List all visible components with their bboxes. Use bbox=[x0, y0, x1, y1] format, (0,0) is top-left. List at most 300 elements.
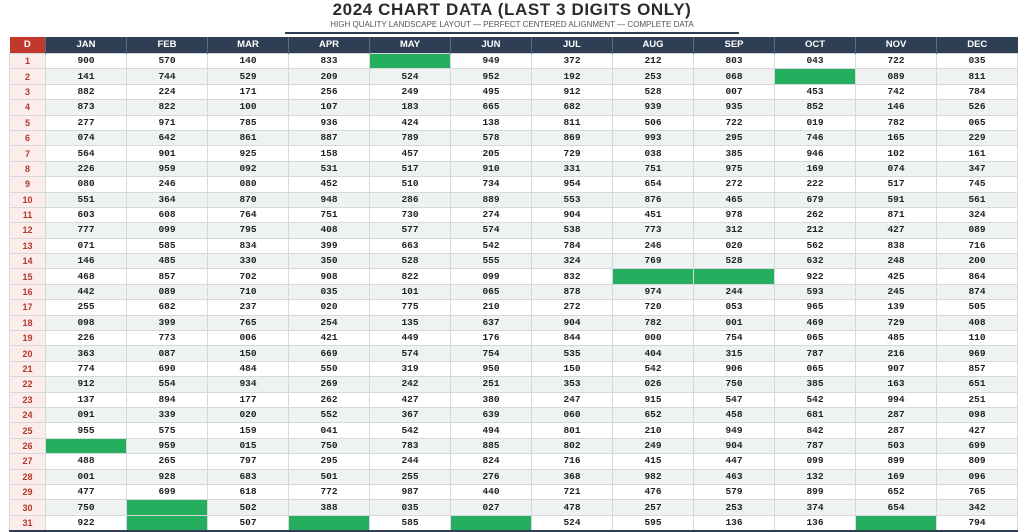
empty-cell bbox=[46, 438, 127, 453]
value-cell: 020 bbox=[208, 407, 289, 422]
day-number: 4 bbox=[10, 100, 46, 115]
value-cell: 249 bbox=[613, 438, 694, 453]
value-cell: 904 bbox=[694, 438, 775, 453]
value-cell: 595 bbox=[613, 515, 694, 531]
table-row bbox=[10, 315, 1018, 330]
day-number: 16 bbox=[10, 284, 46, 299]
value-cell: 100 bbox=[208, 100, 289, 115]
value-cell: 342 bbox=[937, 500, 1018, 515]
value-cell: 939 bbox=[613, 100, 694, 115]
value-cell: 277 bbox=[46, 115, 127, 130]
value-cell: 367 bbox=[370, 407, 451, 422]
value-cell: 253 bbox=[694, 500, 775, 515]
value-cell: 286 bbox=[370, 192, 451, 207]
value-cell: 019 bbox=[775, 115, 856, 130]
value-cell: 517 bbox=[370, 161, 451, 176]
value-cell: 729 bbox=[532, 146, 613, 161]
value-cell: 651 bbox=[937, 377, 1018, 392]
value-cell: 200 bbox=[937, 254, 1018, 269]
value-cell: 971 bbox=[127, 115, 208, 130]
value-cell: 427 bbox=[856, 223, 937, 238]
value-cell: 038 bbox=[613, 146, 694, 161]
day-number: 9 bbox=[10, 177, 46, 192]
value-cell: 071 bbox=[46, 238, 127, 253]
value-cell: 959 bbox=[127, 161, 208, 176]
table-row bbox=[10, 192, 1018, 207]
value-cell: 899 bbox=[856, 454, 937, 469]
value-cell: 722 bbox=[856, 54, 937, 69]
value-cell: 505 bbox=[937, 300, 1018, 315]
value-cell: 242 bbox=[370, 377, 451, 392]
value-cell: 928 bbox=[127, 469, 208, 484]
value-cell: 169 bbox=[775, 161, 856, 176]
value-cell: 787 bbox=[775, 438, 856, 453]
table-row bbox=[10, 254, 1018, 269]
day-column-header: D bbox=[10, 37, 46, 54]
value-cell: 852 bbox=[775, 100, 856, 115]
value-cell: 163 bbox=[856, 377, 937, 392]
value-cell: 502 bbox=[208, 500, 289, 515]
table-row bbox=[10, 177, 1018, 192]
value-cell: 824 bbox=[451, 454, 532, 469]
day-number: 10 bbox=[10, 192, 46, 207]
value-cell: 769 bbox=[613, 254, 694, 269]
value-cell: 020 bbox=[289, 300, 370, 315]
value-cell: 784 bbox=[532, 238, 613, 253]
value-cell: 832 bbox=[532, 269, 613, 284]
value-cell: 065 bbox=[775, 331, 856, 346]
value-cell: 468 bbox=[46, 269, 127, 284]
value-cell: 959 bbox=[127, 438, 208, 453]
value-cell: 272 bbox=[694, 177, 775, 192]
value-cell: 542 bbox=[613, 361, 694, 376]
value-cell: 501 bbox=[289, 469, 370, 484]
value-cell: 091 bbox=[46, 407, 127, 422]
month-header: SEP bbox=[694, 37, 775, 54]
value-cell: 065 bbox=[775, 361, 856, 376]
value-cell: 494 bbox=[451, 423, 532, 438]
value-cell: 363 bbox=[46, 346, 127, 361]
value-cell: 102 bbox=[856, 146, 937, 161]
value-cell: 809 bbox=[937, 454, 1018, 469]
value-cell: 954 bbox=[532, 177, 613, 192]
empty-cell bbox=[613, 269, 694, 284]
day-number: 13 bbox=[10, 238, 46, 253]
value-cell: 098 bbox=[46, 315, 127, 330]
value-cell: 485 bbox=[127, 254, 208, 269]
value-cell: 591 bbox=[856, 192, 937, 207]
day-number: 28 bbox=[10, 469, 46, 484]
value-cell: 744 bbox=[127, 69, 208, 84]
page-title: 2024 CHART DATA (LAST 3 DIGITS ONLY) bbox=[332, 0, 692, 19]
value-cell: 639 bbox=[451, 407, 532, 422]
value-cell: 324 bbox=[532, 254, 613, 269]
value-cell: 750 bbox=[46, 500, 127, 515]
value-cell: 578 bbox=[451, 130, 532, 145]
value-cell: 870 bbox=[208, 192, 289, 207]
value-cell: 503 bbox=[856, 438, 937, 453]
value-cell: 538 bbox=[532, 223, 613, 238]
value-cell: 132 bbox=[775, 469, 856, 484]
value-cell: 524 bbox=[370, 69, 451, 84]
value-cell: 255 bbox=[46, 300, 127, 315]
value-cell: 949 bbox=[451, 54, 532, 69]
value-cell: 906 bbox=[694, 361, 775, 376]
value-cell: 742 bbox=[856, 84, 937, 99]
month-header: JAN bbox=[46, 37, 127, 54]
value-cell: 710 bbox=[208, 284, 289, 299]
value-cell: 262 bbox=[775, 207, 856, 222]
value-cell: 772 bbox=[289, 484, 370, 499]
empty-cell bbox=[856, 515, 937, 531]
table-row bbox=[10, 223, 1018, 238]
table-row bbox=[10, 300, 1018, 315]
value-cell: 495 bbox=[451, 84, 532, 99]
value-cell: 978 bbox=[694, 207, 775, 222]
value-cell: 551 bbox=[46, 192, 127, 207]
value-cell: 007 bbox=[694, 84, 775, 99]
value-cell: 068 bbox=[694, 69, 775, 84]
value-cell: 811 bbox=[937, 69, 1018, 84]
value-cell: 524 bbox=[532, 515, 613, 531]
value-cell: 226 bbox=[46, 161, 127, 176]
empty-cell bbox=[451, 515, 532, 531]
day-number: 17 bbox=[10, 300, 46, 315]
value-cell: 080 bbox=[208, 177, 289, 192]
value-cell: 869 bbox=[532, 130, 613, 145]
day-number: 8 bbox=[10, 161, 46, 176]
value-cell: 150 bbox=[532, 361, 613, 376]
value-cell: 683 bbox=[208, 469, 289, 484]
value-cell: 469 bbox=[775, 315, 856, 330]
value-cell: 542 bbox=[370, 423, 451, 438]
value-cell: 216 bbox=[856, 346, 937, 361]
value-cell: 353 bbox=[532, 377, 613, 392]
value-cell: 575 bbox=[127, 423, 208, 438]
value-cell: 864 bbox=[937, 269, 1018, 284]
day-number: 6 bbox=[10, 130, 46, 145]
value-cell: 399 bbox=[289, 238, 370, 253]
value-cell: 043 bbox=[775, 54, 856, 69]
value-cell: 262 bbox=[289, 392, 370, 407]
value-cell: 065 bbox=[937, 115, 1018, 130]
value-cell: 099 bbox=[775, 454, 856, 469]
day-number: 24 bbox=[10, 407, 46, 422]
value-cell: 745 bbox=[937, 177, 1018, 192]
value-cell: 244 bbox=[694, 284, 775, 299]
table-row bbox=[10, 146, 1018, 161]
value-cell: 950 bbox=[451, 361, 532, 376]
value-cell: 554 bbox=[127, 377, 208, 392]
value-cell: 803 bbox=[694, 54, 775, 69]
value-cell: 140 bbox=[208, 54, 289, 69]
value-cell: 946 bbox=[775, 146, 856, 161]
table-row bbox=[10, 500, 1018, 515]
value-cell: 222 bbox=[775, 177, 856, 192]
value-cell: 734 bbox=[451, 177, 532, 192]
value-cell: 912 bbox=[46, 377, 127, 392]
value-cell: 244 bbox=[370, 454, 451, 469]
value-cell: 136 bbox=[775, 515, 856, 531]
value-cell: 900 bbox=[46, 54, 127, 69]
value-cell: 618 bbox=[208, 484, 289, 499]
table-row bbox=[10, 207, 1018, 222]
value-cell: 087 bbox=[127, 346, 208, 361]
value-cell: 782 bbox=[856, 115, 937, 130]
title-divider bbox=[285, 32, 739, 34]
value-cell: 404 bbox=[613, 346, 694, 361]
value-cell: 035 bbox=[289, 284, 370, 299]
value-cell: 822 bbox=[127, 100, 208, 115]
value-cell: 982 bbox=[613, 469, 694, 484]
value-cell: 229 bbox=[937, 130, 1018, 145]
table-row bbox=[10, 423, 1018, 438]
value-cell: 894 bbox=[127, 392, 208, 407]
day-number: 7 bbox=[10, 146, 46, 161]
value-cell: 585 bbox=[370, 515, 451, 531]
value-cell: 453 bbox=[775, 84, 856, 99]
value-cell: 764 bbox=[208, 207, 289, 222]
value-cell: 276 bbox=[451, 469, 532, 484]
value-cell: 380 bbox=[451, 392, 532, 407]
value-cell: 408 bbox=[937, 315, 1018, 330]
value-cell: 330 bbox=[208, 254, 289, 269]
value-cell: 192 bbox=[532, 69, 613, 84]
value-cell: 652 bbox=[613, 407, 694, 422]
value-cell: 774 bbox=[46, 361, 127, 376]
value-cell: 716 bbox=[937, 238, 1018, 253]
value-cell: 562 bbox=[775, 238, 856, 253]
value-cell: 177 bbox=[208, 392, 289, 407]
value-cell: 020 bbox=[694, 238, 775, 253]
value-cell: 251 bbox=[937, 392, 1018, 407]
value-cell: 248 bbox=[856, 254, 937, 269]
value-cell: 585 bbox=[127, 238, 208, 253]
value-cell: 150 bbox=[208, 346, 289, 361]
value-cell: 878 bbox=[532, 284, 613, 299]
value-cell: 547 bbox=[694, 392, 775, 407]
value-cell: 550 bbox=[289, 361, 370, 376]
value-cell: 507 bbox=[208, 515, 289, 531]
empty-cell bbox=[775, 69, 856, 84]
value-cell: 722 bbox=[694, 115, 775, 130]
value-cell: 476 bbox=[613, 484, 694, 499]
month-header: JUL bbox=[532, 37, 613, 54]
value-cell: 833 bbox=[289, 54, 370, 69]
value-cell: 205 bbox=[451, 146, 532, 161]
table-row bbox=[10, 331, 1018, 346]
table-body bbox=[10, 54, 1018, 531]
value-cell: 060 bbox=[532, 407, 613, 422]
value-cell: 797 bbox=[208, 454, 289, 469]
value-cell: 256 bbox=[289, 84, 370, 99]
value-cell: 974 bbox=[613, 284, 694, 299]
value-cell: 210 bbox=[451, 300, 532, 315]
value-cell: 857 bbox=[937, 361, 1018, 376]
value-cell: 272 bbox=[532, 300, 613, 315]
value-cell: 993 bbox=[613, 130, 694, 145]
value-cell: 331 bbox=[532, 161, 613, 176]
table-row bbox=[10, 392, 1018, 407]
value-cell: 251 bbox=[451, 377, 532, 392]
table-row bbox=[10, 469, 1018, 484]
value-cell: 665 bbox=[451, 100, 532, 115]
value-cell: 421 bbox=[289, 331, 370, 346]
table-row bbox=[10, 238, 1018, 253]
value-cell: 165 bbox=[856, 130, 937, 145]
value-cell: 922 bbox=[46, 515, 127, 531]
value-cell: 721 bbox=[532, 484, 613, 499]
value-cell: 452 bbox=[289, 177, 370, 192]
page-subtitle: HIGH QUALITY LANDSCAPE LAYOUT — PERFECT CENTERED ALIGNMENT — COMPLETE DATA bbox=[330, 20, 694, 29]
value-cell: 681 bbox=[775, 407, 856, 422]
value-cell: 802 bbox=[532, 438, 613, 453]
value-cell: 427 bbox=[370, 392, 451, 407]
day-number: 25 bbox=[10, 423, 46, 438]
value-cell: 934 bbox=[208, 377, 289, 392]
value-cell: 730 bbox=[370, 207, 451, 222]
value-cell: 876 bbox=[613, 192, 694, 207]
value-cell: 729 bbox=[856, 315, 937, 330]
value-cell: 158 bbox=[289, 146, 370, 161]
day-number: 11 bbox=[10, 207, 46, 222]
value-cell: 542 bbox=[451, 238, 532, 253]
value-cell: 948 bbox=[289, 192, 370, 207]
value-cell: 107 bbox=[289, 100, 370, 115]
value-cell: 910 bbox=[451, 161, 532, 176]
value-cell: 041 bbox=[289, 423, 370, 438]
value-cell: 408 bbox=[289, 223, 370, 238]
value-cell: 994 bbox=[856, 392, 937, 407]
month-header: MAR bbox=[208, 37, 289, 54]
value-cell: 210 bbox=[613, 423, 694, 438]
value-cell: 570 bbox=[127, 54, 208, 69]
day-number: 3 bbox=[10, 84, 46, 99]
day-number: 22 bbox=[10, 377, 46, 392]
value-cell: 463 bbox=[694, 469, 775, 484]
table-row bbox=[10, 484, 1018, 499]
table-row bbox=[10, 115, 1018, 130]
value-cell: 632 bbox=[775, 254, 856, 269]
value-cell: 955 bbox=[46, 423, 127, 438]
value-cell: 089 bbox=[856, 69, 937, 84]
value-cell: 654 bbox=[613, 177, 694, 192]
value-cell: 374 bbox=[775, 500, 856, 515]
value-cell: 477 bbox=[46, 484, 127, 499]
table-row bbox=[10, 69, 1018, 84]
value-cell: 074 bbox=[856, 161, 937, 176]
value-cell: 782 bbox=[613, 315, 694, 330]
day-number: 14 bbox=[10, 254, 46, 269]
value-cell: 912 bbox=[532, 84, 613, 99]
value-cell: 510 bbox=[370, 177, 451, 192]
value-cell: 765 bbox=[208, 315, 289, 330]
value-cell: 484 bbox=[208, 361, 289, 376]
value-cell: 842 bbox=[775, 423, 856, 438]
empty-cell bbox=[289, 515, 370, 531]
value-cell: 925 bbox=[208, 146, 289, 161]
value-cell: 528 bbox=[370, 254, 451, 269]
value-cell: 136 bbox=[694, 515, 775, 531]
value-cell: 287 bbox=[856, 407, 937, 422]
table-row bbox=[10, 100, 1018, 115]
empty-cell bbox=[370, 54, 451, 69]
table-header-row bbox=[10, 37, 1018, 54]
value-cell: 529 bbox=[208, 69, 289, 84]
value-cell: 253 bbox=[613, 69, 694, 84]
value-cell: 775 bbox=[370, 300, 451, 315]
value-cell: 449 bbox=[370, 331, 451, 346]
day-number: 29 bbox=[10, 484, 46, 499]
value-cell: 161 bbox=[937, 146, 1018, 161]
table-row bbox=[10, 438, 1018, 453]
value-cell: 542 bbox=[775, 392, 856, 407]
value-cell: 451 bbox=[613, 207, 694, 222]
value-cell: 388 bbox=[289, 500, 370, 515]
value-cell: 146 bbox=[856, 100, 937, 115]
value-cell: 312 bbox=[694, 223, 775, 238]
value-cell: 324 bbox=[937, 207, 1018, 222]
value-cell: 907 bbox=[856, 361, 937, 376]
value-cell: 169 bbox=[856, 469, 937, 484]
value-cell: 287 bbox=[856, 423, 937, 438]
value-cell: 424 bbox=[370, 115, 451, 130]
day-number: 27 bbox=[10, 454, 46, 469]
value-cell: 908 bbox=[289, 269, 370, 284]
value-cell: 751 bbox=[289, 207, 370, 222]
empty-cell bbox=[127, 515, 208, 531]
value-cell: 716 bbox=[532, 454, 613, 469]
value-cell: 564 bbox=[46, 146, 127, 161]
value-cell: 015 bbox=[208, 438, 289, 453]
value-cell: 246 bbox=[127, 177, 208, 192]
value-cell: 249 bbox=[370, 84, 451, 99]
value-cell: 458 bbox=[694, 407, 775, 422]
value-cell: 065 bbox=[451, 284, 532, 299]
value-cell: 699 bbox=[127, 484, 208, 499]
value-cell: 915 bbox=[613, 392, 694, 407]
value-cell: 098 bbox=[937, 407, 1018, 422]
value-cell: 773 bbox=[613, 223, 694, 238]
value-cell: 642 bbox=[127, 130, 208, 145]
day-number: 18 bbox=[10, 315, 46, 330]
value-cell: 485 bbox=[856, 331, 937, 346]
day-number: 20 bbox=[10, 346, 46, 361]
value-cell: 751 bbox=[613, 161, 694, 176]
day-number: 31 bbox=[10, 515, 46, 531]
value-cell: 224 bbox=[127, 84, 208, 99]
value-cell: 372 bbox=[532, 54, 613, 69]
value-cell: 415 bbox=[613, 454, 694, 469]
value-cell: 552 bbox=[289, 407, 370, 422]
data-table bbox=[9, 37, 1018, 532]
value-cell: 901 bbox=[127, 146, 208, 161]
value-cell: 969 bbox=[937, 346, 1018, 361]
day-number: 5 bbox=[10, 115, 46, 130]
value-cell: 350 bbox=[289, 254, 370, 269]
table-row bbox=[10, 269, 1018, 284]
value-cell: 526 bbox=[937, 100, 1018, 115]
value-cell: 874 bbox=[937, 284, 1018, 299]
month-header: AUG bbox=[613, 37, 694, 54]
value-cell: 690 bbox=[127, 361, 208, 376]
day-number: 12 bbox=[10, 223, 46, 238]
value-cell: 035 bbox=[937, 54, 1018, 69]
value-cell: 608 bbox=[127, 207, 208, 222]
day-number: 15 bbox=[10, 269, 46, 284]
value-cell: 699 bbox=[937, 438, 1018, 453]
value-cell: 787 bbox=[775, 346, 856, 361]
